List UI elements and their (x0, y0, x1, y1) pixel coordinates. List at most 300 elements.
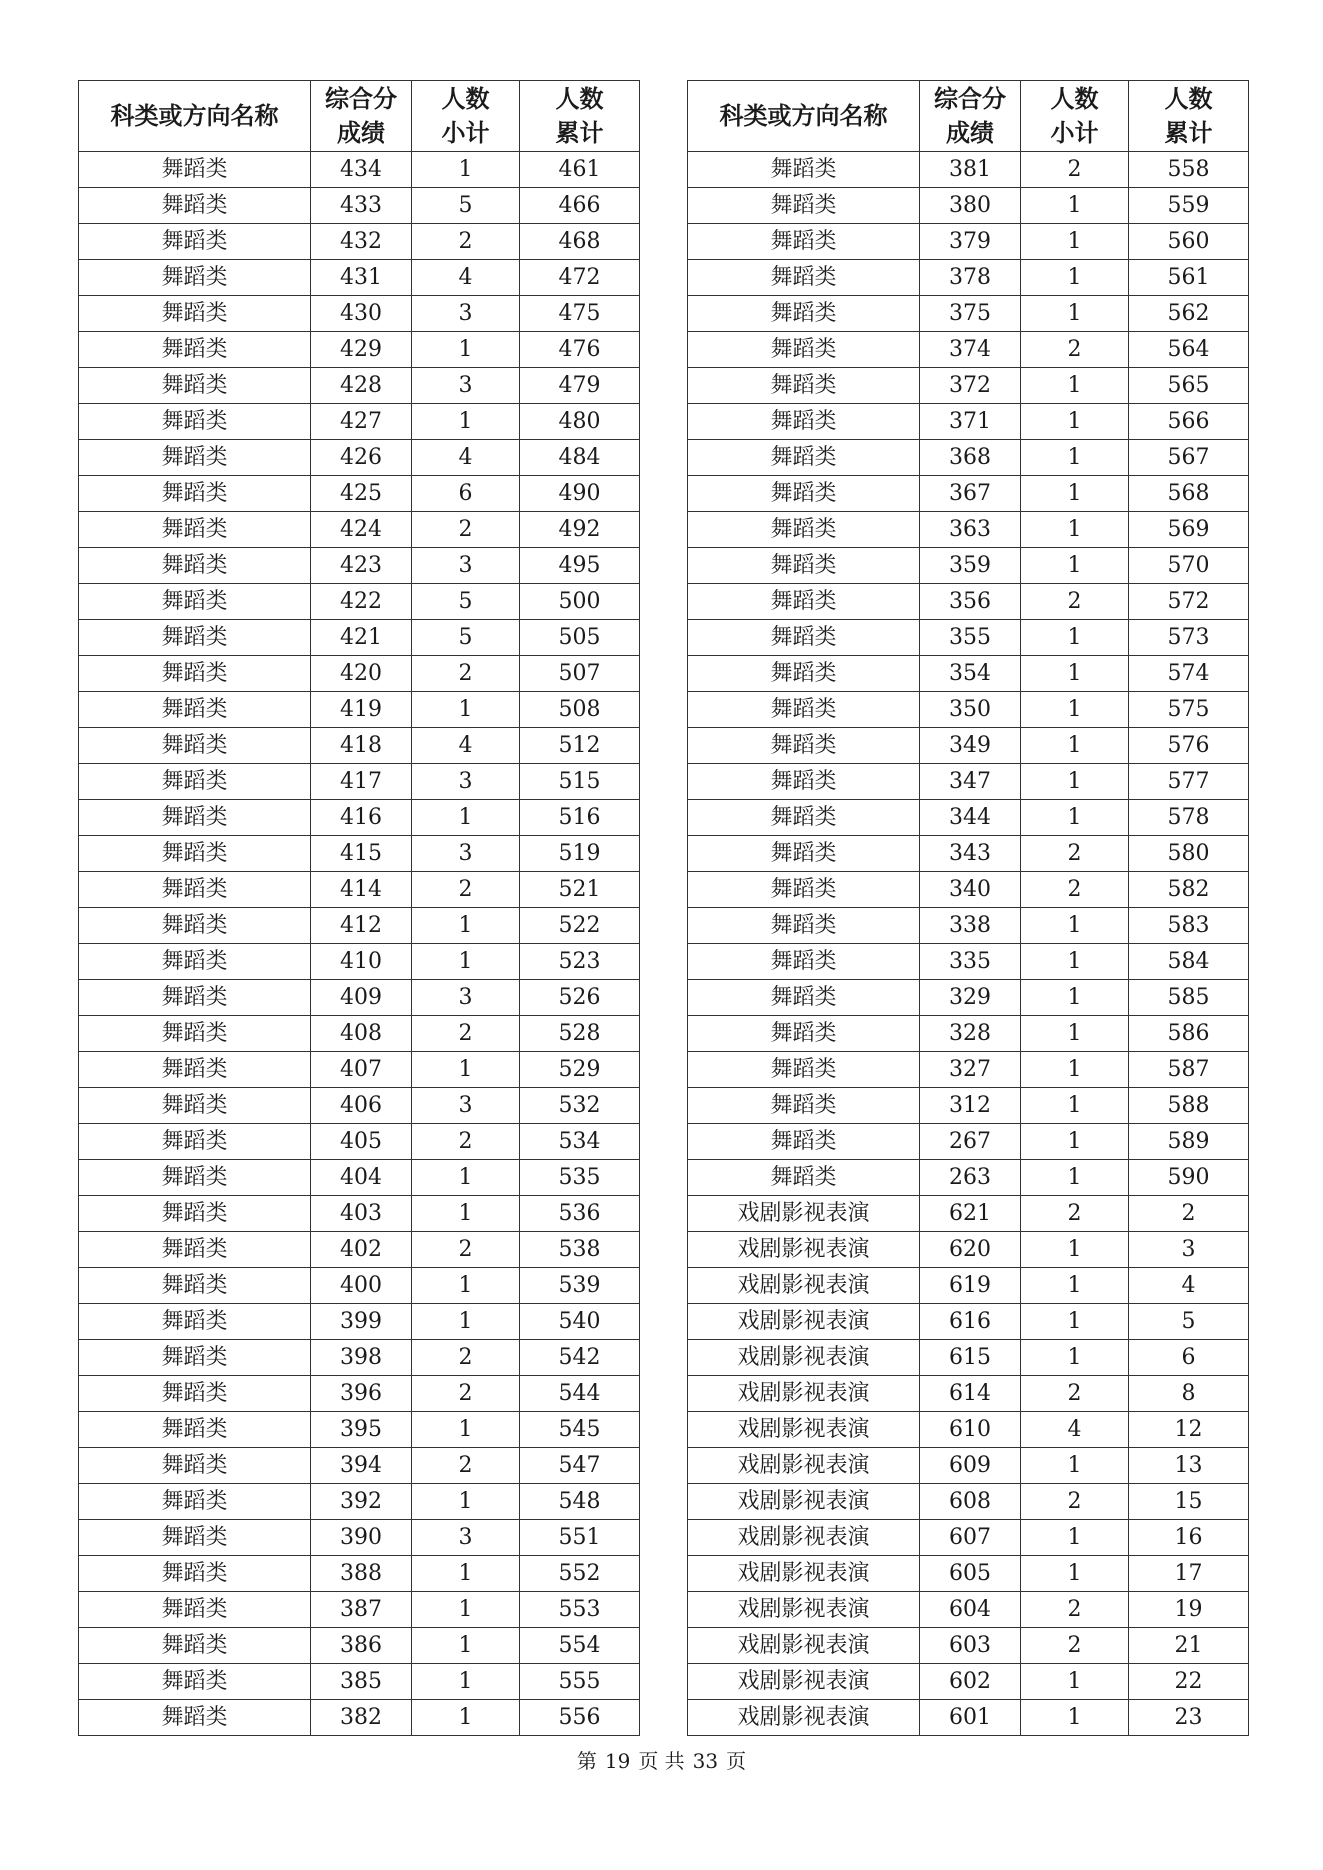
cell-cumulative: 522 (520, 908, 640, 944)
table-row (688, 188, 1249, 224)
cell-cumulative: 567 (1129, 440, 1249, 476)
cell-category: 戏剧影视表演 (688, 1700, 920, 1736)
cell-score: 405 (311, 1124, 412, 1160)
table-row (79, 1340, 640, 1376)
header-cumulative: 人数 累计 (1129, 81, 1249, 152)
cell-score: 425 (311, 476, 412, 512)
cell-score: 416 (311, 800, 412, 836)
cell-score: 381 (920, 152, 1021, 188)
cell-cumulative: 556 (520, 1700, 640, 1736)
cell-cumulative: 561 (1129, 260, 1249, 296)
table-row (79, 332, 640, 368)
table-row (79, 1628, 640, 1664)
cell-subtotal: 1 (1021, 440, 1129, 476)
footer-suffix: 页 (726, 1749, 747, 1773)
table-body-right (688, 152, 1249, 1736)
cell-subtotal: 1 (412, 332, 520, 368)
cell-subtotal: 1 (1021, 1016, 1129, 1052)
cell-category: 舞蹈类 (79, 1412, 311, 1448)
cell-subtotal: 4 (412, 728, 520, 764)
cell-category: 舞蹈类 (688, 764, 920, 800)
cell-cumulative: 554 (520, 1628, 640, 1664)
cell-subtotal: 1 (412, 1592, 520, 1628)
table-row (79, 980, 640, 1016)
cell-subtotal: 2 (412, 512, 520, 548)
cell-category: 舞蹈类 (79, 1484, 311, 1520)
cell-cumulative: 564 (1129, 332, 1249, 368)
cell-cumulative: 6 (1129, 1340, 1249, 1376)
table-row (79, 1664, 640, 1700)
cell-category: 舞蹈类 (79, 368, 311, 404)
cell-subtotal: 2 (1021, 152, 1129, 188)
cell-cumulative: 529 (520, 1052, 640, 1088)
cell-subtotal: 1 (1021, 728, 1129, 764)
table-row (688, 728, 1249, 764)
cell-score: 350 (920, 692, 1021, 728)
cell-score: 431 (311, 260, 412, 296)
cell-score: 610 (920, 1412, 1021, 1448)
cell-subtotal: 5 (412, 620, 520, 656)
table-row (79, 764, 640, 800)
cell-cumulative: 552 (520, 1556, 640, 1592)
cell-subtotal: 1 (1021, 1340, 1129, 1376)
cell-score: 417 (311, 764, 412, 800)
header-category: 科类或方向名称 (79, 81, 311, 152)
cell-cumulative: 532 (520, 1088, 640, 1124)
cell-cumulative: 577 (1129, 764, 1249, 800)
cell-subtotal: 3 (412, 980, 520, 1016)
footer-prefix: 第 (576, 1749, 597, 1773)
cell-score: 338 (920, 908, 1021, 944)
cell-score: 388 (311, 1556, 412, 1592)
cell-score: 428 (311, 368, 412, 404)
cell-cumulative: 578 (1129, 800, 1249, 836)
cell-cumulative: 573 (1129, 620, 1249, 656)
cell-cumulative: 582 (1129, 872, 1249, 908)
cell-category: 舞蹈类 (79, 224, 311, 260)
cell-category: 舞蹈类 (688, 728, 920, 764)
cell-score: 403 (311, 1196, 412, 1232)
cell-subtotal: 2 (1021, 1484, 1129, 1520)
cell-score: 412 (311, 908, 412, 944)
table-row (79, 872, 640, 908)
table-row (688, 260, 1249, 296)
cell-cumulative: 572 (1129, 584, 1249, 620)
cell-subtotal: 1 (412, 692, 520, 728)
cell-subtotal: 1 (1021, 656, 1129, 692)
cell-category: 舞蹈类 (688, 584, 920, 620)
cell-category: 舞蹈类 (688, 368, 920, 404)
table-row (79, 584, 640, 620)
cell-subtotal: 1 (1021, 764, 1129, 800)
cell-category: 舞蹈类 (688, 1016, 920, 1052)
cell-subtotal: 1 (1021, 1268, 1129, 1304)
cell-cumulative: 566 (1129, 404, 1249, 440)
cell-score: 621 (920, 1196, 1021, 1232)
cell-category: 舞蹈类 (79, 692, 311, 728)
cell-subtotal: 1 (412, 1412, 520, 1448)
table-row (79, 800, 640, 836)
cell-cumulative: 13 (1129, 1448, 1249, 1484)
cell-category: 戏剧影视表演 (688, 1448, 920, 1484)
cell-cumulative: 568 (1129, 476, 1249, 512)
table-row (79, 1556, 640, 1592)
cell-cumulative: 519 (520, 836, 640, 872)
table-row (688, 1340, 1249, 1376)
cell-category: 舞蹈类 (79, 1052, 311, 1088)
cell-subtotal: 1 (1021, 692, 1129, 728)
table-row (79, 1088, 640, 1124)
cell-subtotal: 2 (412, 1016, 520, 1052)
cell-cumulative: 580 (1129, 836, 1249, 872)
cell-cumulative: 515 (520, 764, 640, 800)
cell-cumulative: 461 (520, 152, 640, 188)
cell-cumulative: 547 (520, 1448, 640, 1484)
table-row (79, 620, 640, 656)
cell-category: 舞蹈类 (688, 152, 920, 188)
table-row (79, 476, 640, 512)
table-row (79, 1700, 640, 1736)
table-row (688, 1700, 1249, 1736)
cell-category: 舞蹈类 (79, 1448, 311, 1484)
cell-subtotal: 1 (412, 1484, 520, 1520)
cell-score: 408 (311, 1016, 412, 1052)
cell-category: 舞蹈类 (688, 296, 920, 332)
cell-subtotal: 3 (412, 296, 520, 332)
cell-category: 舞蹈类 (79, 1664, 311, 1700)
table-row (688, 1016, 1249, 1052)
cell-subtotal: 2 (412, 1448, 520, 1484)
cell-score: 359 (920, 548, 1021, 584)
table-row (688, 800, 1249, 836)
cell-category: 舞蹈类 (688, 1052, 920, 1088)
table-row (79, 1160, 640, 1196)
cell-cumulative: 8 (1129, 1376, 1249, 1412)
cell-cumulative: 505 (520, 620, 640, 656)
cell-category: 舞蹈类 (79, 764, 311, 800)
table-row (688, 1376, 1249, 1412)
cell-cumulative: 516 (520, 800, 640, 836)
cell-category: 舞蹈类 (79, 1196, 311, 1232)
cell-subtotal: 1 (412, 800, 520, 836)
cell-subtotal: 1 (1021, 476, 1129, 512)
cell-subtotal: 3 (412, 548, 520, 584)
cell-subtotal: 1 (412, 1664, 520, 1700)
cell-subtotal: 1 (1021, 296, 1129, 332)
cell-score: 420 (311, 656, 412, 692)
cell-score: 432 (311, 224, 412, 260)
cell-subtotal: 1 (412, 1196, 520, 1232)
cell-cumulative: 12 (1129, 1412, 1249, 1448)
cell-score: 329 (920, 980, 1021, 1016)
cell-subtotal: 4 (412, 260, 520, 296)
table-row (79, 1484, 640, 1520)
cell-subtotal: 4 (1021, 1412, 1129, 1448)
table-row (79, 836, 640, 872)
cell-subtotal: 1 (1021, 1160, 1129, 1196)
cell-category: 戏剧影视表演 (688, 1664, 920, 1700)
cell-subtotal: 1 (1021, 260, 1129, 296)
cell-subtotal: 1 (412, 1268, 520, 1304)
header-score: 综合分 成绩 (920, 81, 1021, 152)
table-row (79, 368, 640, 404)
cell-category: 舞蹈类 (688, 512, 920, 548)
cell-cumulative: 575 (1129, 692, 1249, 728)
cell-score: 380 (920, 188, 1021, 224)
table-row (688, 368, 1249, 404)
cell-subtotal: 1 (1021, 548, 1129, 584)
cell-cumulative: 475 (520, 296, 640, 332)
table-header-row (688, 81, 1249, 152)
cell-cumulative: 586 (1129, 1016, 1249, 1052)
table-row (79, 1196, 640, 1232)
table-row (79, 296, 640, 332)
cell-cumulative: 588 (1129, 1088, 1249, 1124)
cell-subtotal: 2 (412, 224, 520, 260)
cell-cumulative: 468 (520, 224, 640, 260)
table-row (79, 1232, 640, 1268)
cell-subtotal: 1 (1021, 512, 1129, 548)
cell-subtotal: 6 (412, 476, 520, 512)
table-row (688, 656, 1249, 692)
cell-score: 414 (311, 872, 412, 908)
cell-subtotal: 1 (412, 404, 520, 440)
cell-score: 608 (920, 1484, 1021, 1520)
cell-category: 舞蹈类 (79, 1304, 311, 1340)
cell-subtotal: 2 (1021, 332, 1129, 368)
cell-category: 舞蹈类 (79, 872, 311, 908)
cell-subtotal: 1 (1021, 1556, 1129, 1592)
cell-score: 620 (920, 1232, 1021, 1268)
header-cumulative: 人数 累计 (520, 81, 640, 152)
cell-score: 614 (920, 1376, 1021, 1412)
table-row (79, 692, 640, 728)
table-row (688, 1628, 1249, 1664)
cell-cumulative: 492 (520, 512, 640, 548)
cell-score: 609 (920, 1448, 1021, 1484)
cell-subtotal: 2 (412, 872, 520, 908)
cell-subtotal: 2 (1021, 1376, 1129, 1412)
cell-category: 舞蹈类 (79, 1628, 311, 1664)
cell-category: 舞蹈类 (79, 1556, 311, 1592)
cell-category: 舞蹈类 (79, 1340, 311, 1376)
cell-subtotal: 3 (412, 836, 520, 872)
cell-category: 舞蹈类 (688, 980, 920, 1016)
cell-score: 375 (920, 296, 1021, 332)
cell-score: 340 (920, 872, 1021, 908)
table-row (79, 1124, 640, 1160)
table-row (688, 1268, 1249, 1304)
cell-cumulative: 23 (1129, 1700, 1249, 1736)
cell-score: 415 (311, 836, 412, 872)
cell-score: 406 (311, 1088, 412, 1124)
cell-subtotal: 1 (1021, 404, 1129, 440)
cell-score: 433 (311, 188, 412, 224)
cell-category: 戏剧影视表演 (688, 1268, 920, 1304)
table-row (688, 548, 1249, 584)
cell-subtotal: 1 (412, 1628, 520, 1664)
cell-cumulative: 495 (520, 548, 640, 584)
cell-category: 舞蹈类 (79, 1376, 311, 1412)
cell-cumulative: 507 (520, 656, 640, 692)
cell-category: 戏剧影视表演 (688, 1232, 920, 1268)
cell-subtotal: 2 (1021, 1196, 1129, 1232)
cell-subtotal: 1 (1021, 1448, 1129, 1484)
table-row (79, 1412, 640, 1448)
cell-category: 舞蹈类 (688, 188, 920, 224)
header-category: 科类或方向名称 (688, 81, 920, 152)
cell-score: 423 (311, 548, 412, 584)
cell-cumulative: 5 (1129, 1304, 1249, 1340)
cell-cumulative: 584 (1129, 944, 1249, 980)
table-row (79, 440, 640, 476)
table-row (688, 1448, 1249, 1484)
table-row (688, 1304, 1249, 1340)
cell-cumulative: 472 (520, 260, 640, 296)
cell-cumulative: 508 (520, 692, 640, 728)
table-row (688, 1124, 1249, 1160)
cell-subtotal: 1 (1021, 368, 1129, 404)
cell-category: 舞蹈类 (79, 1124, 311, 1160)
table-row (688, 908, 1249, 944)
cell-score: 394 (311, 1448, 412, 1484)
cell-cumulative: 476 (520, 332, 640, 368)
cell-category: 戏剧影视表演 (688, 1520, 920, 1556)
table-row (688, 404, 1249, 440)
cell-cumulative: 479 (520, 368, 640, 404)
cell-score: 424 (311, 512, 412, 548)
cell-cumulative: 574 (1129, 656, 1249, 692)
cell-score: 312 (920, 1088, 1021, 1124)
cell-cumulative: 576 (1129, 728, 1249, 764)
cell-subtotal: 1 (1021, 908, 1129, 944)
cell-score: 328 (920, 1016, 1021, 1052)
cell-score: 404 (311, 1160, 412, 1196)
cell-cumulative: 521 (520, 872, 640, 908)
cell-score: 386 (311, 1628, 412, 1664)
cell-category: 舞蹈类 (688, 800, 920, 836)
cell-category: 舞蹈类 (79, 836, 311, 872)
cell-category: 舞蹈类 (79, 1160, 311, 1196)
cell-subtotal: 1 (412, 908, 520, 944)
cell-cumulative: 548 (520, 1484, 640, 1520)
table-row (79, 944, 640, 980)
cell-subtotal: 1 (1021, 1304, 1129, 1340)
cell-cumulative: 484 (520, 440, 640, 476)
cell-cumulative: 528 (520, 1016, 640, 1052)
table-row (688, 836, 1249, 872)
table-row (79, 1592, 640, 1628)
cell-score: 390 (311, 1520, 412, 1556)
cell-cumulative: 590 (1129, 1160, 1249, 1196)
cell-category: 舞蹈类 (79, 1232, 311, 1268)
cell-cumulative: 16 (1129, 1520, 1249, 1556)
cell-score: 395 (311, 1412, 412, 1448)
cell-score: 367 (920, 476, 1021, 512)
table-row (688, 440, 1249, 476)
cell-category: 舞蹈类 (688, 440, 920, 476)
cell-subtotal: 2 (412, 656, 520, 692)
cell-score: 427 (311, 404, 412, 440)
cell-subtotal: 5 (412, 188, 520, 224)
table-row (688, 476, 1249, 512)
cell-score: 429 (311, 332, 412, 368)
cell-category: 戏剧影视表演 (688, 1412, 920, 1448)
cell-subtotal: 2 (412, 1124, 520, 1160)
table-row (688, 332, 1249, 368)
cell-category: 舞蹈类 (79, 1592, 311, 1628)
cell-category: 舞蹈类 (79, 440, 311, 476)
cell-category: 舞蹈类 (688, 260, 920, 296)
cell-score: 426 (311, 440, 412, 476)
cell-cumulative: 536 (520, 1196, 640, 1232)
table-row (688, 1556, 1249, 1592)
cell-cumulative: 551 (520, 1520, 640, 1556)
table-row (688, 692, 1249, 728)
cell-category: 舞蹈类 (79, 152, 311, 188)
cell-category: 舞蹈类 (79, 188, 311, 224)
cell-category: 舞蹈类 (79, 512, 311, 548)
cell-subtotal: 2 (412, 1376, 520, 1412)
cell-cumulative: 560 (1129, 224, 1249, 260)
table-row (688, 152, 1249, 188)
cell-cumulative: 542 (520, 1340, 640, 1376)
cell-category: 舞蹈类 (688, 836, 920, 872)
cell-subtotal: 3 (412, 764, 520, 800)
table-row (688, 1484, 1249, 1520)
cell-category: 舞蹈类 (688, 656, 920, 692)
cell-cumulative: 3 (1129, 1232, 1249, 1268)
cell-category: 舞蹈类 (688, 1124, 920, 1160)
cell-score: 335 (920, 944, 1021, 980)
cell-subtotal: 1 (1021, 944, 1129, 980)
cell-cumulative: 569 (1129, 512, 1249, 548)
cell-category: 舞蹈类 (79, 1520, 311, 1556)
cell-subtotal: 1 (412, 1556, 520, 1592)
cell-subtotal: 2 (412, 1232, 520, 1268)
cell-category: 舞蹈类 (79, 584, 311, 620)
cell-category: 戏剧影视表演 (688, 1628, 920, 1664)
cell-cumulative: 526 (520, 980, 640, 1016)
cell-cumulative: 562 (1129, 296, 1249, 332)
cell-cumulative: 15 (1129, 1484, 1249, 1520)
cell-score: 602 (920, 1664, 1021, 1700)
table-row (79, 224, 640, 260)
cell-subtotal: 3 (412, 368, 520, 404)
cell-score: 374 (920, 332, 1021, 368)
cell-subtotal: 1 (1021, 1052, 1129, 1088)
cell-score: 385 (311, 1664, 412, 1700)
table-header-row (79, 81, 640, 152)
cell-cumulative: 21 (1129, 1628, 1249, 1664)
page-footer (0, 1745, 1323, 1774)
cell-score: 382 (311, 1700, 412, 1736)
table-row (79, 1520, 640, 1556)
cell-subtotal: 2 (1021, 1592, 1129, 1628)
cell-category: 舞蹈类 (79, 1088, 311, 1124)
cell-score: 619 (920, 1268, 1021, 1304)
cell-category: 舞蹈类 (79, 404, 311, 440)
cell-subtotal: 1 (1021, 1232, 1129, 1268)
cell-cumulative: 544 (520, 1376, 640, 1412)
cell-score: 392 (311, 1484, 412, 1520)
cell-score: 434 (311, 152, 412, 188)
cell-category: 舞蹈类 (79, 548, 311, 584)
cell-score: 421 (311, 620, 412, 656)
table-row (79, 1304, 640, 1340)
cell-category: 舞蹈类 (79, 260, 311, 296)
cell-subtotal: 1 (1021, 188, 1129, 224)
